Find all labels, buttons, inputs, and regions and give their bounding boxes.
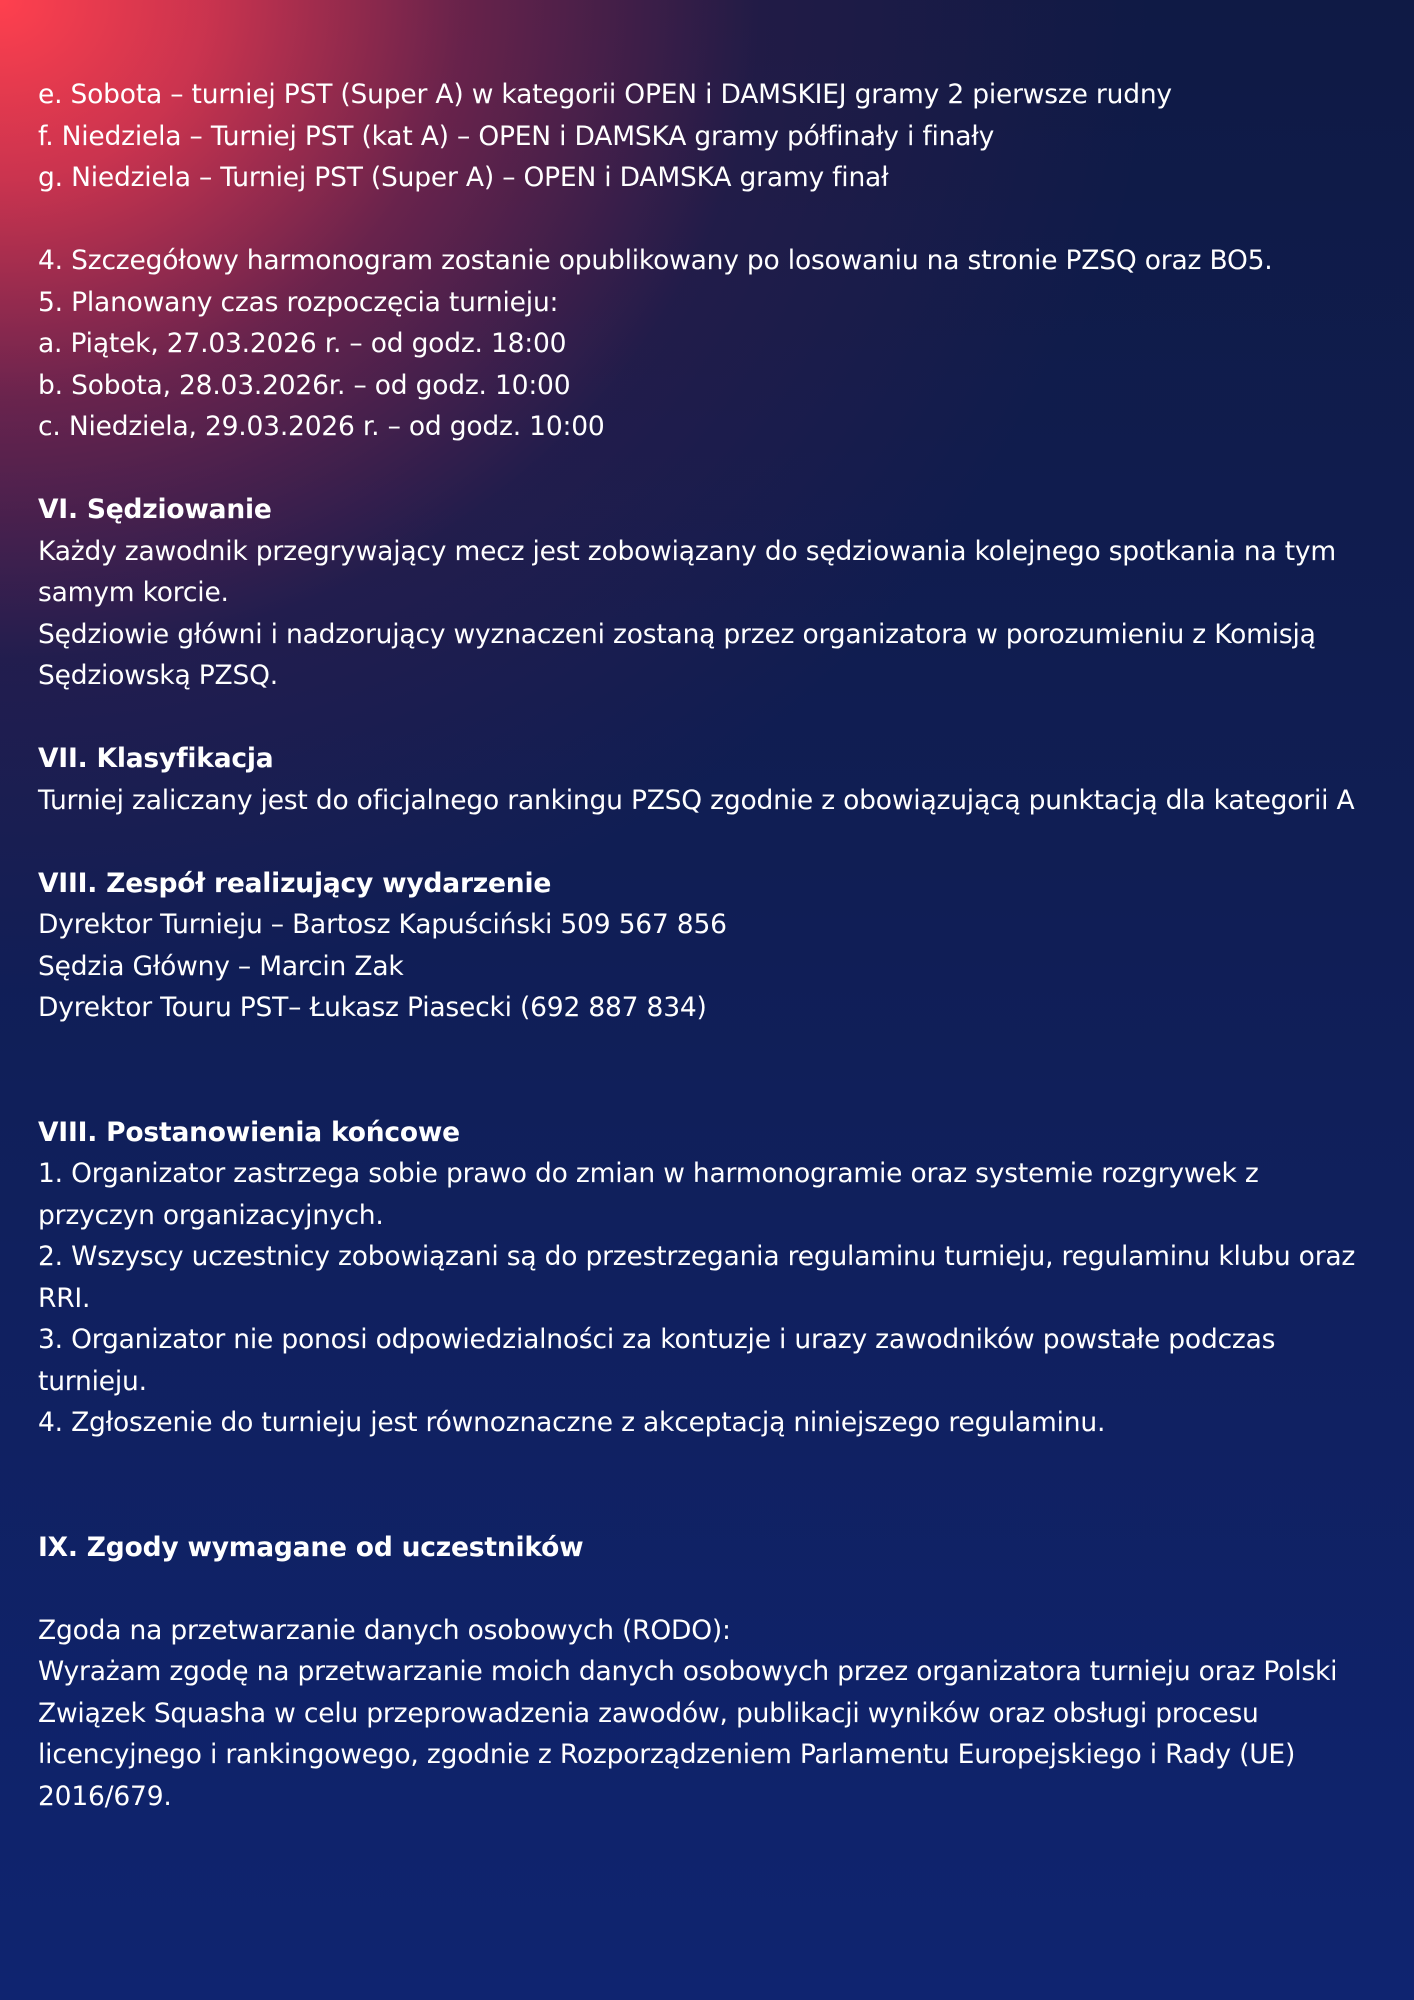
spacer <box>38 199 1383 241</box>
section-title-final-provisions: VIII. Postanowienia końcowe <box>38 1116 460 1148</box>
consent-text: Wyrażam zgodę na przetwarzanie moich danych osobowych przez organizatora turnieju oraz Polski Związek Squasha w celu przeprowadzenia zawodów, publikacji wyników oraz obsługi procesu licencyjnego i rankingowego, zgodnie z Rozporządzeniem Parlamentu Europejskiego i Rady (UE) 2016/679. <box>38 1656 1338 1812</box>
spacer <box>38 697 1383 739</box>
spacer <box>38 448 1383 490</box>
start-time-heading: 5. Planowany czas rozpoczęcia turnieju: <box>38 286 559 318</box>
start-time-sunday: c. Niedziela, 29.03.2026 r. – od godz. 10:00 <box>38 411 605 442</box>
start-time-saturday: b. Sobota, 28.03.2026r. – od godz. 10:00 <box>38 369 571 401</box>
refereeing-paragraph-1: Każdy zawodnik przegrywający mecz jest zobowiązany do sędziowania kolejnego spotkania na tym samym korcie. <box>38 535 1337 608</box>
refereeing-paragraph-2: Sędziowie główni i nadzorujący wyznaczeni zostaną przez organizatora w porozumieniu z Komisją Sędziowską PZSQ. <box>38 618 1316 691</box>
spacer <box>38 1444 1383 1527</box>
schedule-note: 4. Szczegółowy harmonogram zostanie opublikowany po losowaniu na stronie PZSQ oraz BO5. <box>38 245 1273 276</box>
final-provision-item: 3. Organizator nie ponosi odpowiedzialności za kontuzje i urazy zawodników powstałe podczas turnieju. <box>38 1324 1276 1397</box>
team-member: Dyrektor Touru PST– Łukasz Piasecki (692 887 834) <box>38 992 707 1023</box>
section-title-classification: VII. Klasyfikacja <box>38 743 274 774</box>
schedule-item-e: e. Sobota – turniej PST (Super A) w kategorii OPEN i DAMSKIEJ gramy 2 pierwsze rudny <box>38 79 1172 110</box>
spacer <box>38 821 1383 863</box>
final-provision-item: 2. Wszyscy uczestnicy zobowiązani są do przestrzegania regulaminu turnieju, regulaminu klubu oraz RRI. <box>38 1241 1356 1314</box>
spacer <box>38 1029 1383 1112</box>
document-page <box>38 74 1383 1817</box>
section-title-refereeing: VI. Sędziowanie <box>38 494 272 525</box>
final-provision-item: 1. Organizator zastrzega sobie prawo do zmian w harmonogramie oraz systemie rozgrywek z przyczyn organizacyjnych. <box>38 1158 1259 1231</box>
team-member: Dyrektor Turnieju – Bartosz Kapuściński 509 567 856 <box>38 909 727 940</box>
schedule-item-g: g. Niedziela – Turniej PST (Super A) – OPEN i DAMSKA gramy finał <box>38 162 889 193</box>
consent-subtitle: Zgoda na przetwarzanie danych osobowych (RODO): <box>38 1614 731 1646</box>
team-member: Sędzia Główny – Marcin Zak <box>38 950 404 982</box>
classification-paragraph: Turniej zaliczany jest do oficjalnego rankingu PZSQ zgodnie z obowiązującą punktacją dla kategorii A <box>38 784 1355 816</box>
section-title-consents: IX. Zgody wymagane od uczestników <box>38 1531 584 1563</box>
start-time-friday: a. Piątek, 27.03.2026 r. – od godz. 18:00 <box>38 328 567 359</box>
section-title-team: VIII. Zespół realizujący wydarzenie <box>38 867 552 899</box>
final-provision-item: 4. Zgłoszenie do turnieju jest równoznaczne z akceptacją niniejszego regulaminu. <box>38 1407 1106 1438</box>
spacer <box>38 1568 1383 1610</box>
schedule-item-f: f. Niedziela – Turniej PST (kat A) – OPEN i DAMSKA gramy półfinały i finały <box>38 120 995 152</box>
